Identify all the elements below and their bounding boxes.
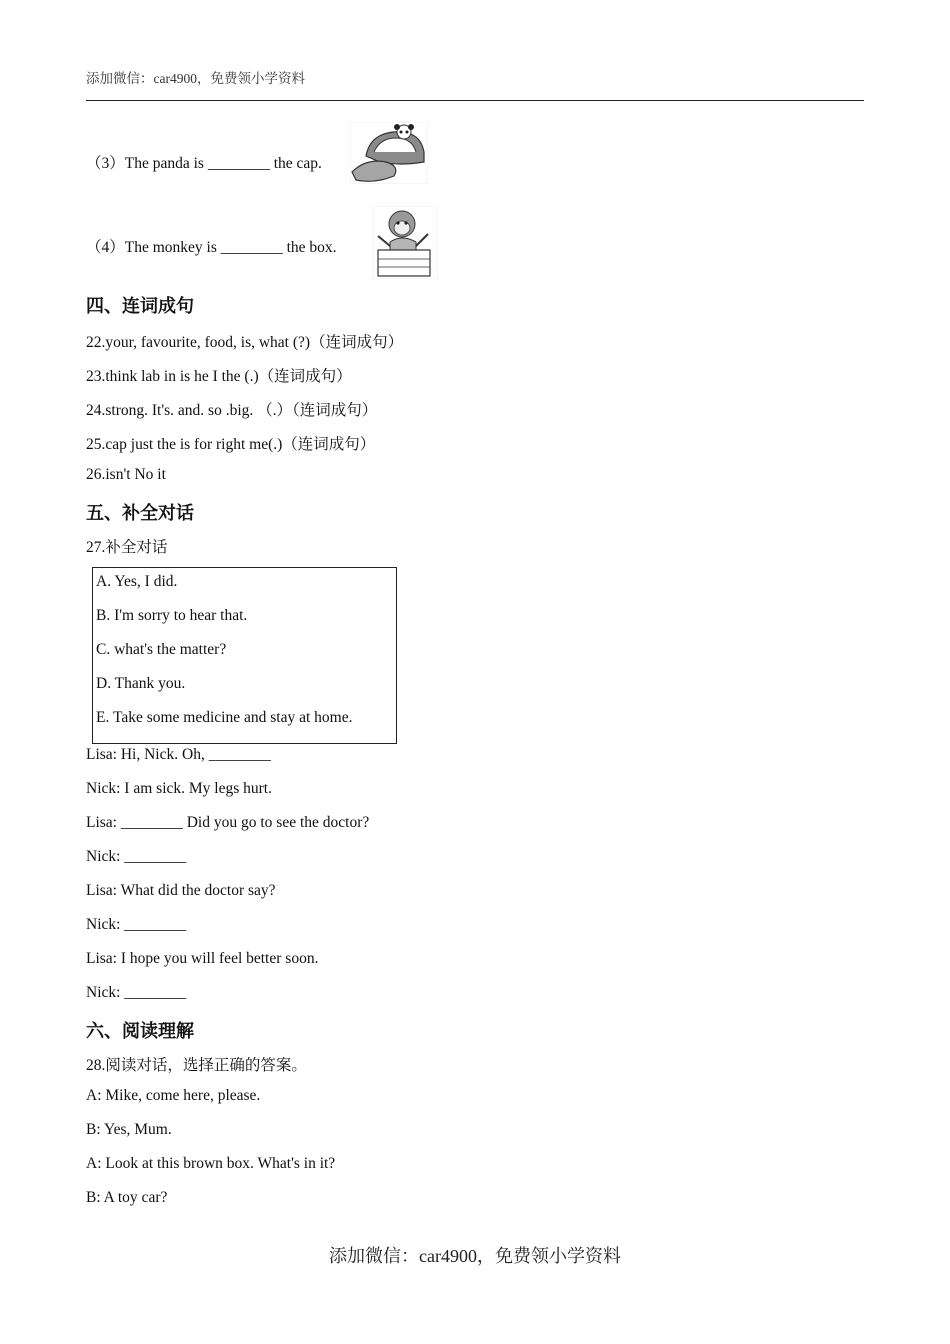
question-27: 27.补全对话 xyxy=(86,539,168,556)
question-24: 24.strong. It's. and. so .big. （.）（连词成句） xyxy=(86,402,378,419)
dialogue-line: Lisa: ________ Did you go to see the doctor? xyxy=(86,814,370,831)
reading-line: B: A toy car? xyxy=(86,1189,168,1206)
question-4-text: （4）The monkey is ________ the box. xyxy=(86,239,337,256)
question-3-text: （3）The panda is ________ the cap. xyxy=(86,155,322,172)
section-4-title: 四、连词成句 xyxy=(86,296,194,317)
header-divider xyxy=(86,100,864,101)
page-footer-text: 添加微信：car4900，免费领小学资料 xyxy=(329,1246,621,1266)
option-c: C. what's the matter? xyxy=(96,641,227,658)
reading-line: A: Look at this brown box. What's in it? xyxy=(86,1155,336,1172)
question-28: 28.阅读对话，选择正确的答案。 xyxy=(86,1057,307,1074)
question-25: 25.cap just the is for right me(.)（连词成句） xyxy=(86,436,376,453)
question-22: 22.your, favourite, food, is, what (?)（连词成句） xyxy=(86,334,404,351)
dialogue-line: Nick: ________ xyxy=(86,848,187,865)
dialogue-line: Lisa: I hope you will feel better soon. xyxy=(86,950,319,967)
section-5-title: 五、补全对话 xyxy=(86,503,194,524)
dialogue-line: Nick: ________ xyxy=(86,916,187,933)
dialogue-line: Lisa: Hi, Nick. Oh, ________ xyxy=(86,746,271,763)
section-6-title: 六、阅读理解 xyxy=(86,1021,194,1042)
option-b: B. I'm sorry to hear that. xyxy=(96,607,248,624)
option-d: D. Thank you. xyxy=(96,675,186,692)
option-e: E. Take some medicine and stay at home. xyxy=(96,709,353,726)
options-box xyxy=(92,567,397,744)
panda-on-cap-icon xyxy=(350,122,428,184)
page-header-text: 添加微信：car4900，免费领小学资料 xyxy=(86,71,305,86)
reading-line: B: Yes, Mum. xyxy=(86,1121,172,1138)
monkey-in-box-icon xyxy=(372,206,438,279)
reading-line: A: Mike, come here, please. xyxy=(86,1087,261,1104)
option-a: A. Yes, I did. xyxy=(96,573,178,590)
dialogue-line: Nick: I am sick. My legs hurt. xyxy=(86,780,272,797)
dialogue-line: Lisa: What did the doctor say? xyxy=(86,882,276,899)
question-23: 23.think lab in is he I the (.)（连词成句） xyxy=(86,368,352,385)
dialogue-line: Nick: ________ xyxy=(86,984,187,1001)
question-26: 26.isn't No it xyxy=(86,466,166,483)
